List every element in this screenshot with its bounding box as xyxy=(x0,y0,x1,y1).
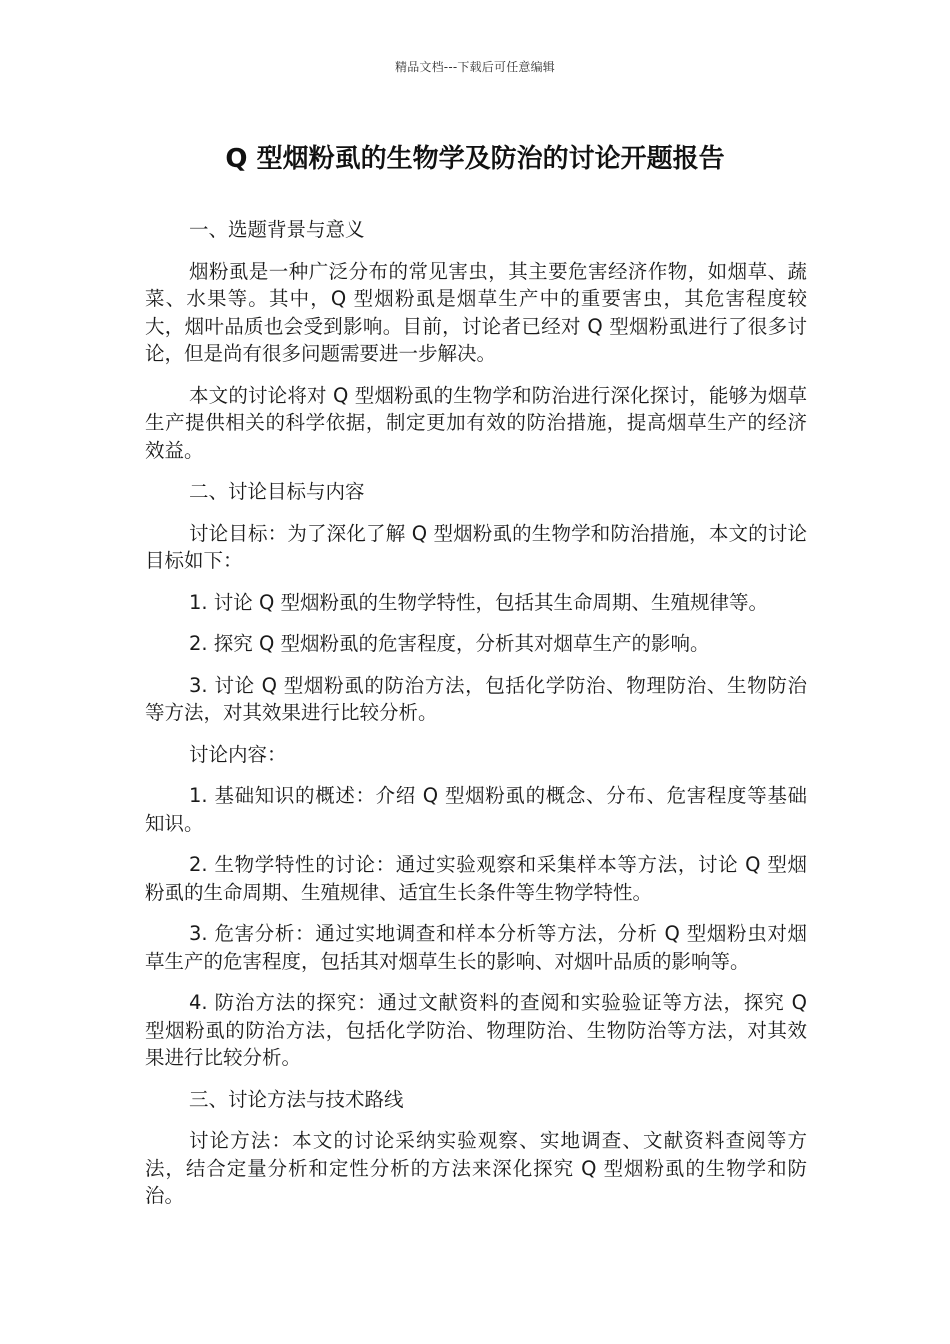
content-item-4: 4. 防治方法的探究：通过文献资料的查阅和实验验证等方法，探究 Q 型烟粉虱的防治方法，包括化学防治、物理防治、生物防治等方法，对其效果进行比较分析。 xyxy=(145,991,807,1069)
section-heading-methods: 三、讨论方法与技术路线 xyxy=(189,1087,404,1111)
paragraph-goals-intro: 讨论目标：为了深化了解 Q 型烟粉虱的生物学和防治措施，本文的讨论目标如下： xyxy=(145,521,807,572)
goal-item-1: 1. 讨论 Q 型烟粉虱的生物学特性，包括其生命周期、生殖规律等。 xyxy=(189,590,769,614)
section-heading-goals: 二、讨论目标与内容 xyxy=(189,480,365,503)
content-item-3: 3. 危害分析：通过实地调查和样本分析等方法，分析 Q 型烟粉虫对烟草生产的危害程度，包括其对烟草生长的影响、对烟叶品质的影响等。 xyxy=(145,922,807,973)
content-item-2: 2. 生物学特性的讨论：通过实验观察和采集样本等方法，讨论 Q 型烟粉虱的生命周期、生殖规律、适宜生长条件等生物学特性。 xyxy=(145,853,807,904)
paragraph-methods: 讨论方法：本文的讨论采纳实验观察、实地调查、文献资料查阅等方法，结合定量分析和定性分析的方法来深化探究 Q 型烟粉虱的生物学和防治。 xyxy=(145,1129,807,1207)
paragraph-background: 烟粉虱是一种广泛分布的常见害虫，其主要危害经济作物，如烟草、蔬菜、水果等。其中，Q 型烟粉虱是烟草生产中的重要害虫，其危害程度较大，烟叶品质也会受到影响。目前，讨论者已经对 Q 型烟粉虱进行了很多讨论，但是尚有很多问题需要进一步解决。 xyxy=(145,259,807,365)
content-item-1: 1. 基础知识的概述：介绍 Q 型烟粉虱的概念、分布、危害程度等基础知识。 xyxy=(145,784,807,835)
document-title: Q 型烟粉虱的生物学及防治的讨论开题报告 xyxy=(225,144,725,174)
content-heading: 讨论内容： xyxy=(189,742,287,766)
paragraph-significance: 本文的讨论将对 Q 型烟粉虱的生物学和防治进行深化探讨，能够为烟草生产提供相关的科学依据，制定更加有效的防治措施，提高烟草生产的经济效益。 xyxy=(145,383,807,462)
document-body xyxy=(145,216,807,1224)
goal-item-3: 3. 讨论 Q 型烟粉虱的防治方法，包括化学防治、物理防治、生物防治等方法，对其效果进行比较分析。 xyxy=(145,673,807,724)
goal-item-2: 2. 探究 Q 型烟粉虱的危害程度，分析其对烟草生产的影响。 xyxy=(189,632,710,655)
section-heading-background: 一、选题背景与意义 xyxy=(189,218,365,241)
header-note: 精品文档---下载后可任意编辑 xyxy=(395,60,555,74)
